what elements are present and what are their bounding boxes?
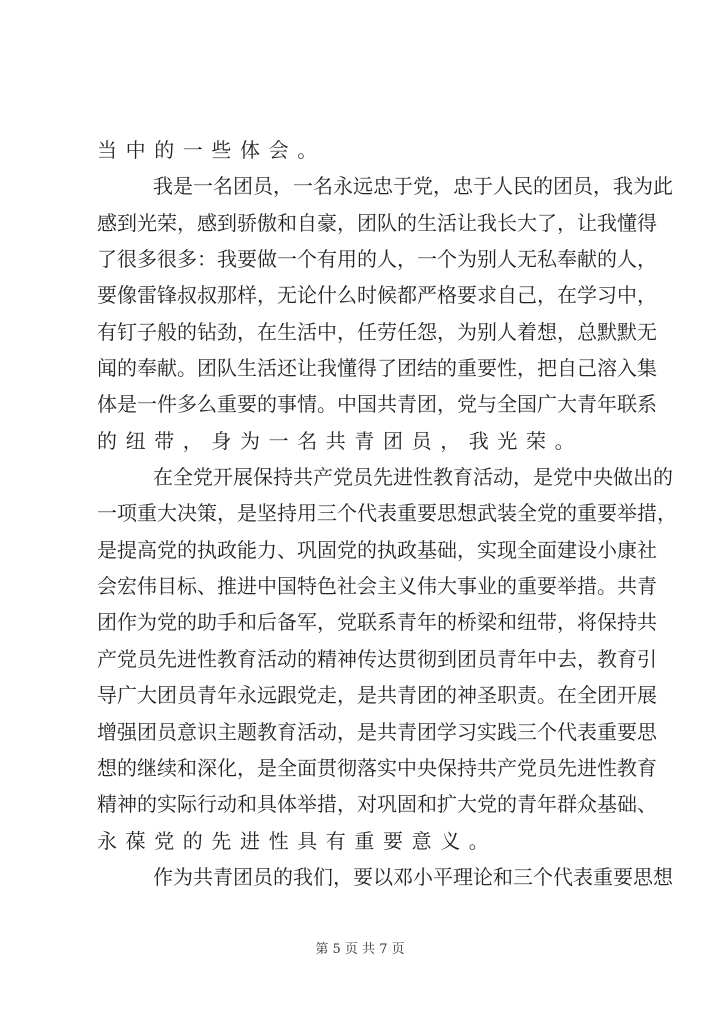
text-line: 精神的实际行动和具体举措，对巩固和扩大党的青年群众基础、 xyxy=(97,792,657,817)
text-line: 增强团员意识主题教育活动，是共青团学习实践三个代表重要思 xyxy=(97,719,657,744)
text-line: 导广大团员青年永远跟党走，是共青团的神圣职责。在全团开展 xyxy=(97,683,657,708)
text-line: 有钉子般的钻劲，在生活中，任劳任怨，为别人着想，总默默无 xyxy=(97,319,657,344)
text-line: 永葆党的先进性具有重要意义。 xyxy=(97,828,498,853)
text-line: 的纽带，身为一名共青团员，我光荣。 xyxy=(97,428,584,453)
text-line: 是提高党的执政能力、巩固党的执政基础，实现全面建设小康社 xyxy=(97,537,657,562)
text-line: 感到光荣，感到骄傲和自豪，团队的生活让我长大了，让我懂得 xyxy=(97,210,657,235)
text-line: 当中的一些体会。 xyxy=(97,138,326,162)
text-line: 体是一件多么重要的事情。中国共青团，党与全国广大青年联系 xyxy=(97,392,657,417)
page-number-footer: 第 5 页 共 7 页 xyxy=(315,942,405,957)
text-line: 作为共青团员的我们，要以邓小平理论和三个代表重要思想 xyxy=(153,864,673,889)
text-line: 会宏伟目标、推进中国特色社会主义伟大事业的重要举措。共青 xyxy=(97,574,657,599)
text-line: 团作为党的助手和后备军，党联系青年的桥梁和纽带，将保持共 xyxy=(97,610,657,635)
text-line: 要像雷锋叔叔那样，无论什么时候都严格要求自己，在学习中， xyxy=(97,283,657,308)
text-line: 我是一名团员，一名永远忠于党，忠于人民的团员，我为此 xyxy=(153,174,673,199)
text-line: 想的继续和深化，是全面贯彻落实中央保持共产党员先进性教育 xyxy=(97,755,657,780)
text-line: 了很多很多：我要做一个有用的人，一个为别人无私奉献的人， xyxy=(97,247,657,272)
document-body xyxy=(97,132,677,895)
text-line: 闻的奉献。团队生活还让我懂得了团结的重要性，把自己溶入集 xyxy=(97,356,657,381)
text-line: 产党员先进性教育活动的精神传达贯彻到团员青年中去，教育引 xyxy=(97,646,657,671)
text-line: 一项重大决策，是坚持用三个代表重要思想武装全党的重要举措， xyxy=(97,501,677,526)
text-line: 在全党开展保持共产党员先进性教育活动，是党中央做出的 xyxy=(153,465,673,490)
